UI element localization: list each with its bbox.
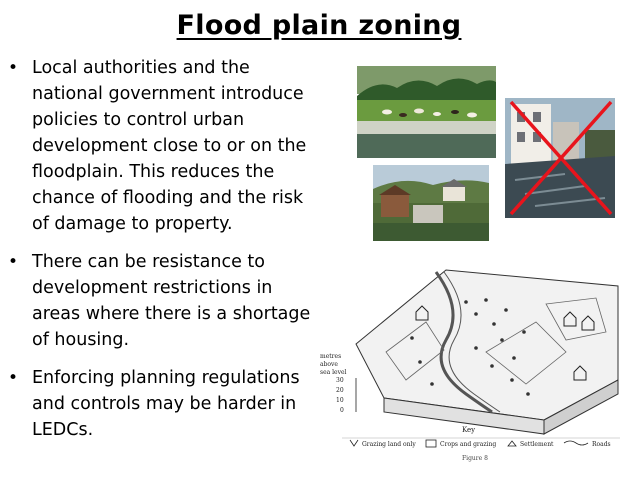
axis-label-line-2: above (320, 361, 338, 368)
photo-floodplain-cattle (357, 66, 496, 158)
axis-tick-0: 0 (340, 407, 344, 414)
axis-tick-30: 30 (336, 377, 344, 384)
bullet-item-1 (0, 55, 320, 237)
bullet-item-2 (0, 249, 320, 353)
key-item-settlement: Settlement (520, 441, 554, 448)
cross-out-icon (505, 98, 615, 218)
bullet-text-2: There can be resistance to development restrictions in areas where there is a shortage of housing. (32, 252, 311, 350)
axis-tick-20: 20 (336, 387, 344, 394)
figure-caption: Figure 8 (462, 455, 488, 462)
bullet-text-1: Local authorities and the national government introduce policies to control urban development close to or on the floodplain. This reduces the chance of flooding and the risk of damage to property. (32, 58, 307, 234)
key-item-grazing: Grazing land only (362, 441, 416, 448)
key-item-roads: Roads (592, 441, 611, 448)
bullet-list (0, 55, 320, 455)
axis-tick-10: 10 (336, 397, 344, 404)
axis-label-line-3: sea level (320, 369, 347, 376)
bullet-symbol: • (8, 58, 19, 78)
bullet-item-3 (0, 365, 320, 443)
bullet-symbol: • (8, 368, 19, 388)
key-item-crops: Crops and grazing (440, 441, 497, 448)
bullet-text-3: Enforcing planning regulations and controls may be harder in LEDCs. (32, 368, 300, 440)
bullet-symbol: • (8, 252, 19, 272)
axis-label-line-1: metres (320, 353, 342, 360)
floodplain-zoning-diagram (316, 262, 634, 462)
key-title: Key (462, 426, 476, 434)
slide-title: Flood plain zoning (176, 10, 462, 41)
photo-village-river (373, 165, 489, 241)
